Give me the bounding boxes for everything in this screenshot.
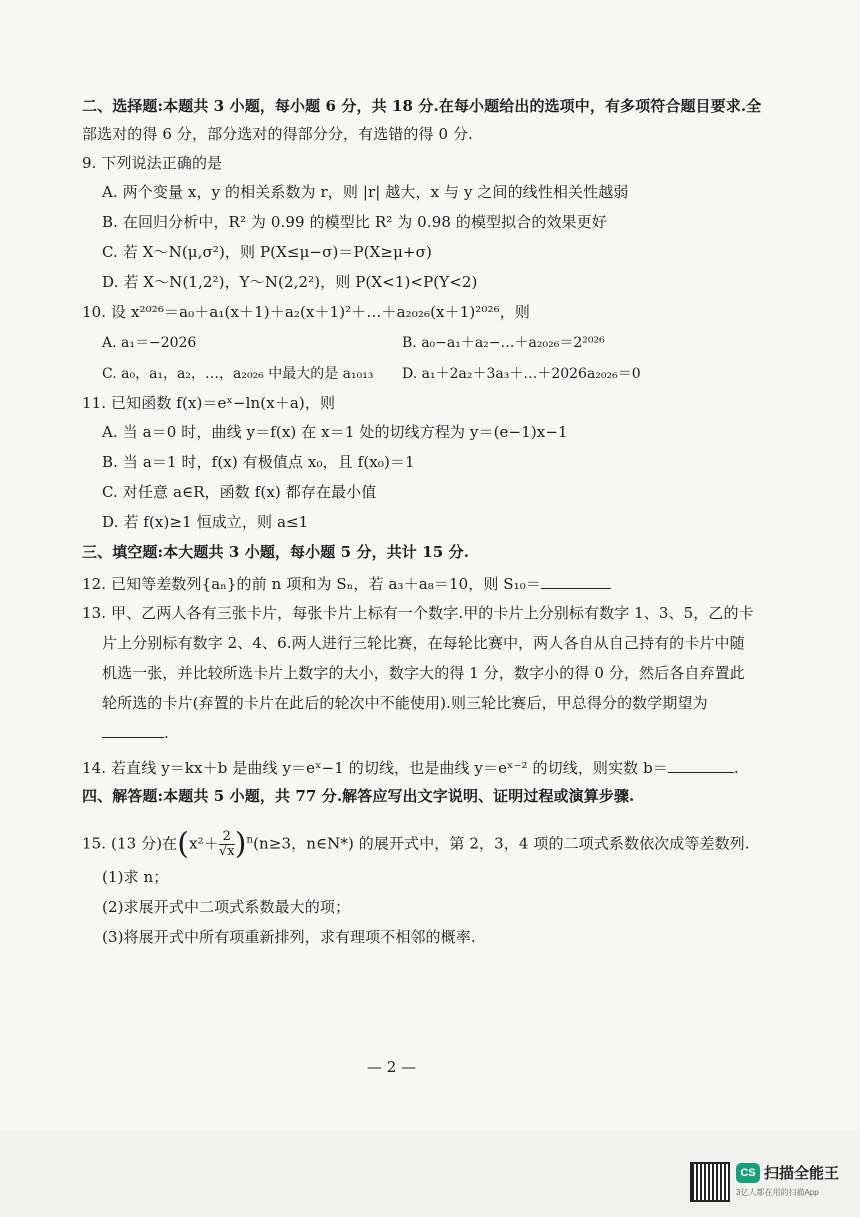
q15-part3: (3)将展开式中所有项重新排列，求有理项不相邻的概率. [102, 928, 476, 946]
q10-option-b: B. a₀−a₁＋a₂−…＋a₂₀₂₆＝2²⁰²⁶ [402, 335, 605, 351]
q15-expr-base: x²＋ [189, 834, 219, 853]
q9-option-b: B. 在回归分析中，R² 为 0.99 的模型比 R² 为 0.98 的模型拟合的效果更好 [102, 213, 607, 231]
q15-frac-den: √x [218, 844, 235, 859]
q10-option-c: C. a₀，a₁，a₂，…，a₂₀₂₆ 中最大的是 a₁₀₁₃ [102, 366, 374, 382]
q10-option-a: A. a₁＝−2026 [102, 335, 197, 351]
camscanner-logo-icon: CS [736, 1163, 760, 1183]
scanner-tagline: 3亿人都在用的扫描App [736, 1188, 819, 1197]
qr-code-icon [690, 1162, 730, 1202]
q14-question: 14. 若直线 y＝kx＋b 是曲线 y＝eˣ−1 的切线，也是曲线 y＝eˣ⁻² 的切线，则实数 b＝ [82, 759, 668, 777]
q9-stem: 9. 下列说法正确的是 [82, 154, 223, 172]
q15-exponent: n [246, 834, 254, 846]
q13-answer-blank [102, 722, 164, 738]
q9-option-a: A. 两个变量 x，y 的相关系数为 r，则 |r| 越大，x 与 y 之间的线性相关性越弱 [102, 183, 629, 201]
q15-fraction [219, 830, 235, 859]
q13-line3: 机选一张，并比较所选卡片上数字的大小，数字大的得 1 分，数字小的得 0 分，然后各自弃置此 [102, 664, 745, 682]
q15-part1: (1)求 n； [102, 868, 169, 886]
q9-option-d: D. 若 X～N(1,2²)，Y～N(2,2²)，则 P(X<1)<P(Y<2) [102, 273, 478, 291]
page-number: — 2 — [367, 1058, 417, 1076]
q11-option-d: D. 若 f(x)≥1 恒成立，则 a≤1 [102, 513, 309, 531]
section4-heading: 四、解答题:本题共 5 小题，共 77 分.解答应写出文字说明、证明过程或演算步骤. [82, 787, 635, 805]
q11-option-b: B. 当 a＝1 时，f(x) 有极值点 x₀，且 f(x₀)＝1 [102, 453, 415, 471]
q13-answer-line: . [102, 722, 169, 743]
q11-option-c: C. 对任意 a∈R，函数 f(x) 都存在最小值 [102, 483, 377, 501]
q13-line1: 13. 甲、乙两人各有三张卡片，每张卡片上标有一个数字.甲的卡片上分别标有数字 1、3、5，乙的卡 [82, 604, 754, 622]
q15-stem: 15. (13 分)在(x²＋ $\frac{2}{√x}$ )$^n$(n≥3，n∈N*) 的展开式中，第 2，3，4 项的二项式系数依次成等差数列. [82, 826, 750, 862]
q15-part2: (2)求展开式中二项式系数最大的项； [102, 898, 351, 916]
q15-frac-num: 2 [219, 830, 235, 845]
q10-option-d: D. a₁＋2a₂＋3a₃＋…＋2026a₂₀₂₆＝0 [402, 366, 641, 382]
section2-heading-line1: 二、选择题:本题共 3 小题，每小题 6 分，共 18 分.在每小题给出的选项中，有多项符合题目要求.全 [82, 97, 762, 115]
q11-option-a: A. 当 a＝0 时，曲线 y＝f(x) 在 x＝1 处的切线方程为 y＝(e−1)x−1 [102, 423, 568, 441]
q12-answer-blank [541, 573, 611, 589]
q15-prefix: 15. (13 分)在 [82, 834, 178, 853]
section2-heading-line2: 部选对的得 6 分，部分选对的得部分分，有选错的得 0 分. [82, 125, 473, 143]
q11-stem: 11. 已知函数 f(x)＝eˣ−ln(x＋a)，则 [82, 394, 336, 412]
q12-text [82, 573, 611, 594]
section3-heading: 三、填空题:本大题共 3 小题，每小题 5 分，共计 15 分. [82, 543, 470, 561]
q13-line2: 片上分别标有数字 2、4、6.两人进行三轮比赛，在每轮比赛中，两人各自从自己持有的卡片中随 [102, 634, 745, 652]
q9-option-c: C. 若 X～N(μ,σ²)，则 P(X≤μ−σ)＝P(X≥μ+σ) [102, 243, 432, 261]
q15-suffix: (n≥3，n∈N*) 的展开式中，第 2，3，4 项的二项式系数依次成等差数列. [253, 834, 750, 853]
q10-stem: 10. 设 x²⁰²⁶＝a₀＋a₁(x＋1)＋a₂(x＋1)²＋…＋a₂₀₂₆(x＋1)²⁰²⁶，则 [82, 303, 530, 321]
q14-answer-blank [668, 757, 734, 773]
q14-text: 14. 若直线 y＝kx＋b 是曲线 y＝eˣ−1 的切线，也是曲线 y＝eˣ⁻² 的切线，则实数 b＝ . [82, 759, 739, 777]
q13-line4: 轮所选的卡片(弃置的卡片在此后的轮次中不能使用).则三轮比赛后，甲总得分的数学期望为 [102, 694, 708, 712]
scanner-watermark [690, 1160, 850, 1204]
q12-question: 12. 已知等差数列{aₙ}的前 n 项和为 Sₙ，若 a₃＋a₈＝10，则 S₁₀＝ [82, 575, 542, 593]
scanner-app-name: 扫描全能王 [764, 1165, 840, 1182]
